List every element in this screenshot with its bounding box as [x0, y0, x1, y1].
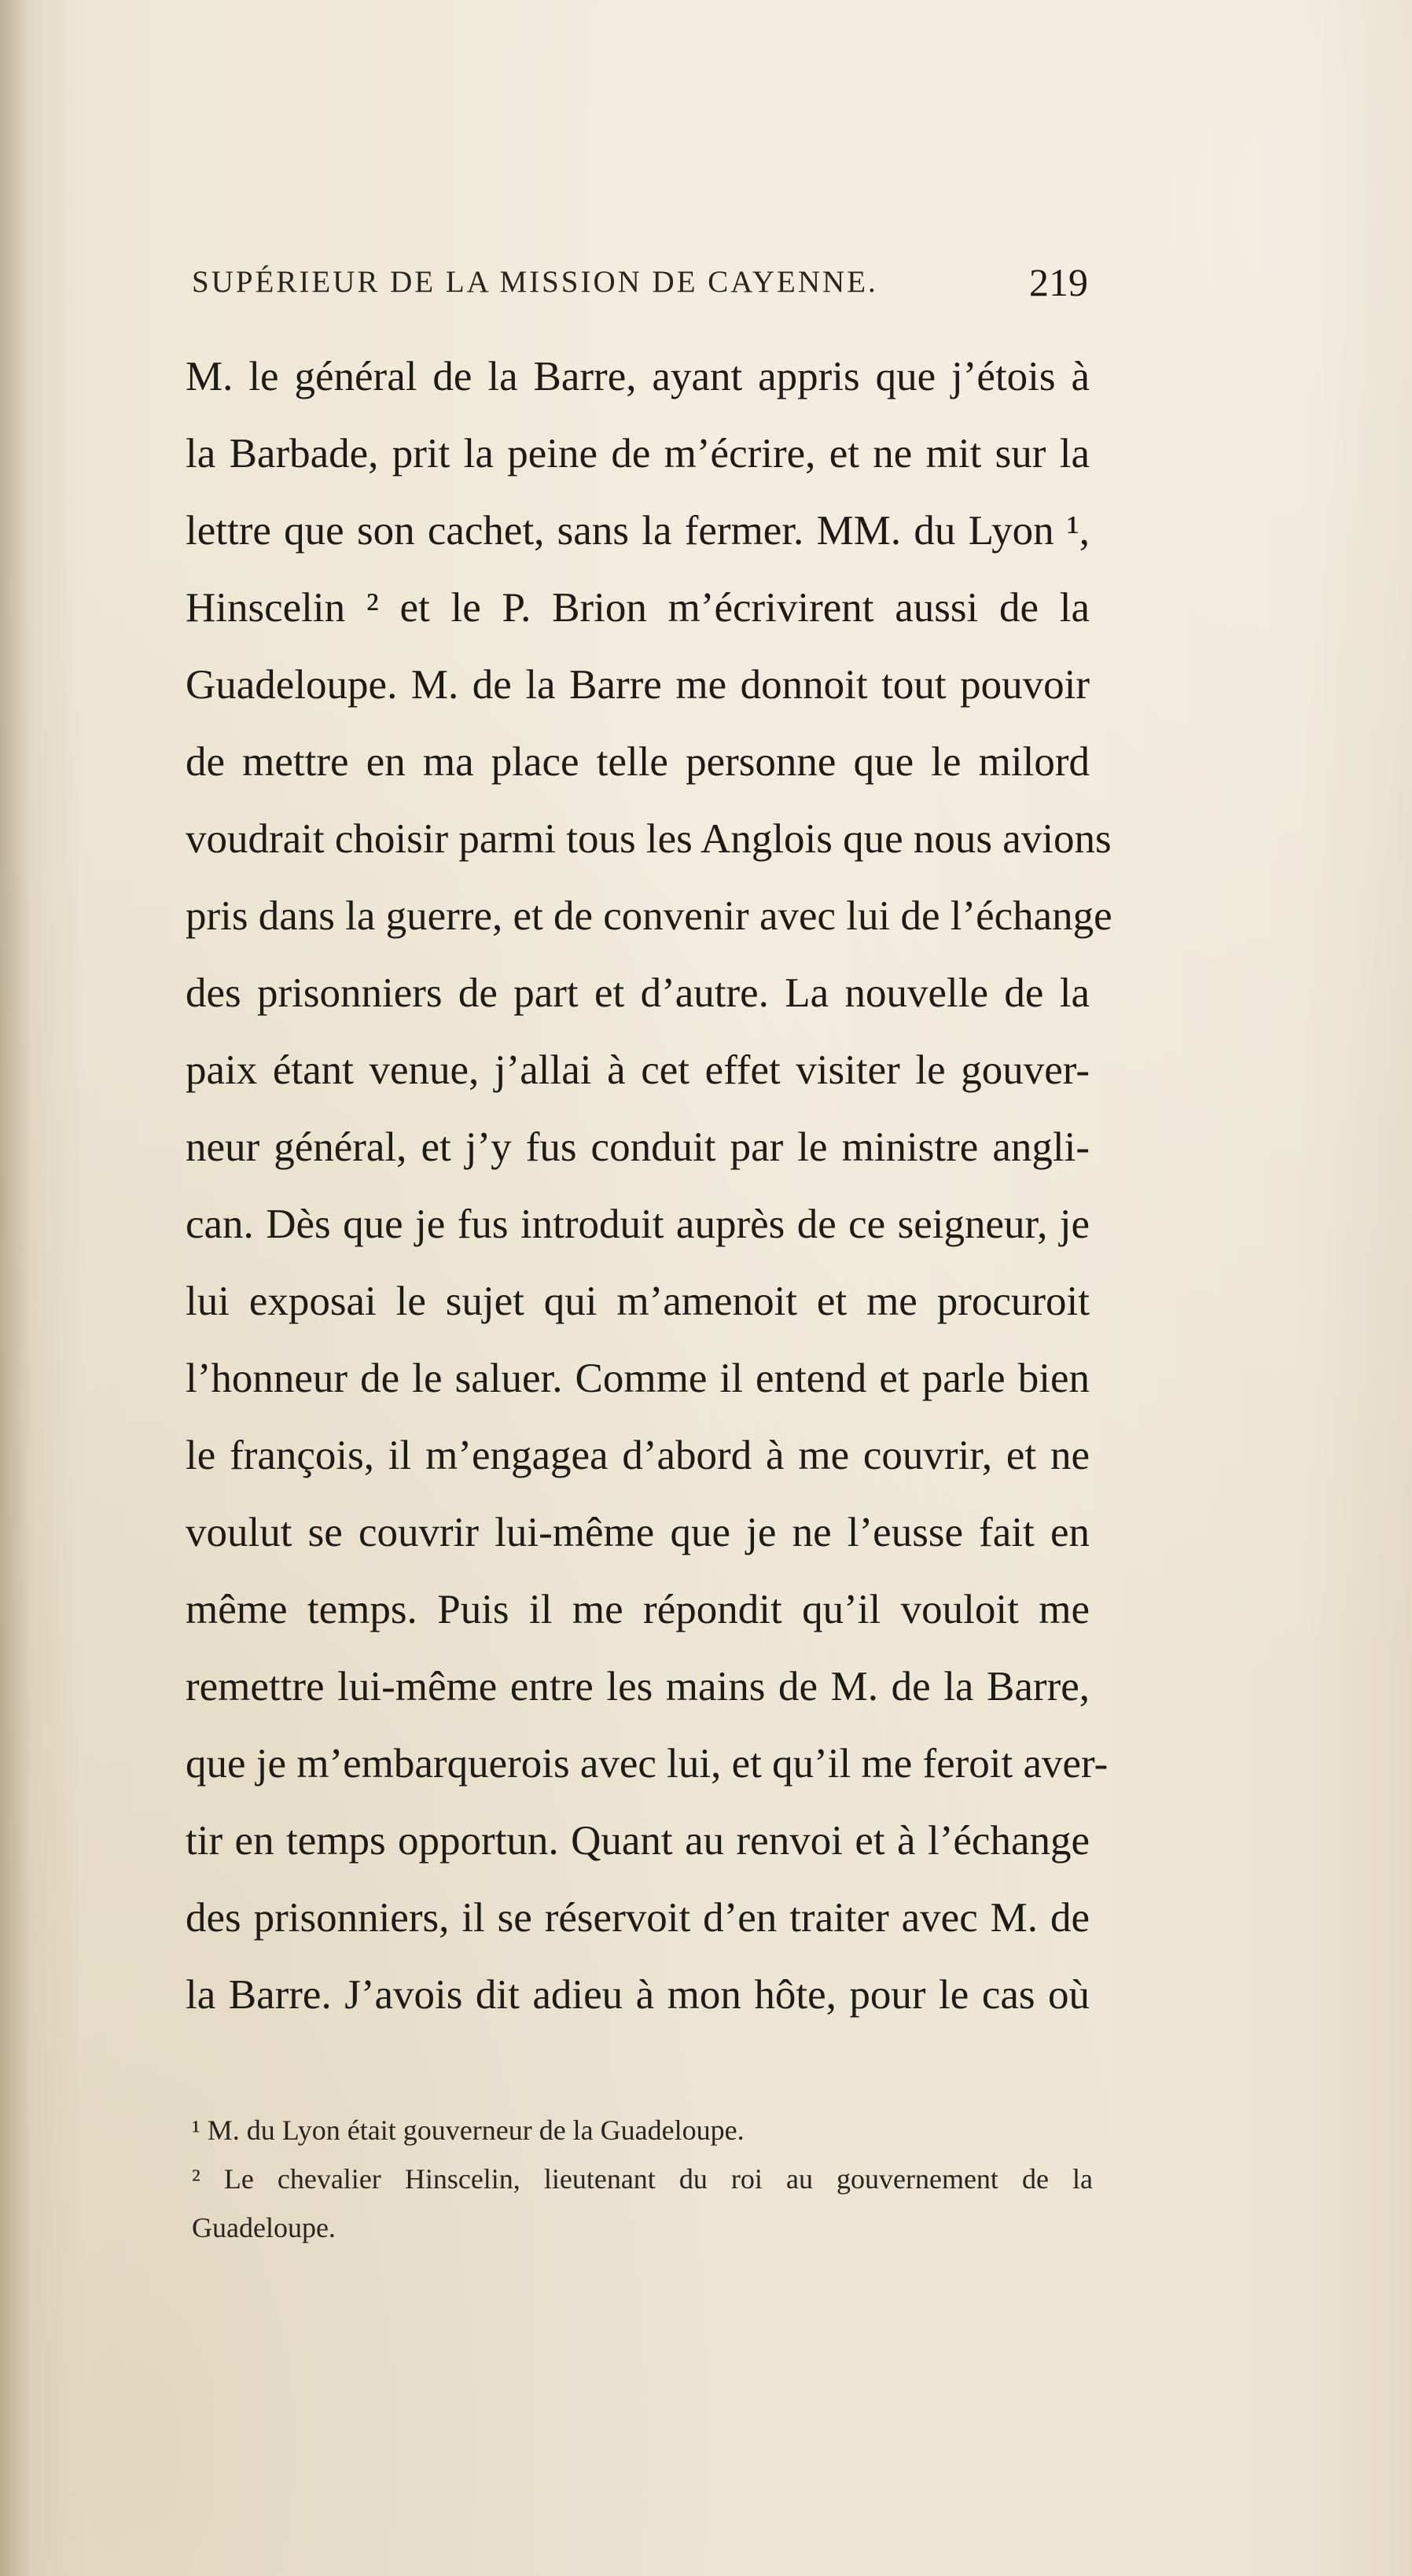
text-line: M. le général de la Barre, ayant appris que j’étois à	[186, 354, 1090, 399]
text-line: l’honneur de le saluer. Comme il entend et parle bien	[186, 1356, 1090, 1401]
text-line: la Barbade, prit la peine de m’écrire, et ne mit sur la	[186, 431, 1090, 477]
text-line: que je m’embarquerois avec lui, et qu’il me feroit aver-	[186, 1741, 1109, 1787]
text-line: Hinscelin ² et le P. Brion m’écrivirent aussi de la	[186, 585, 1090, 631]
text-line: can. Dès que je fus introduit auprès de ce seigneur, je	[186, 1202, 1090, 1247]
page-header	[192, 260, 1096, 311]
text-line: de mettre en ma place telle personne que le milord	[186, 739, 1090, 785]
text-line: des prisonniers, il se réservoit d’en traiter avec M. de	[186, 1895, 1090, 1941]
text-line: le françois, il m’engagea d’abord à me couvrir, et ne	[186, 1433, 1090, 1478]
text-line: neur général, et j’y fus conduit par le ministre angli-	[186, 1124, 1090, 1170]
spine-shadow	[0, 0, 31, 2576]
text-line: la Barre. J’avois dit adieu à mon hôte, pour le cas où	[186, 1972, 1090, 2018]
page-number: 219	[1029, 260, 1088, 304]
text-line: voudrait choisir parmi tous les Anglois que nous avions	[186, 816, 1112, 862]
text-line: tir en temps opportun. Quant au renvoi et à l’échange	[186, 1818, 1090, 1864]
text-line: pris dans la guerre, et de convenir avec lui de l’échange	[186, 893, 1112, 939]
text-line: des prisonniers de part et d’autre. La nouvelle de la	[186, 970, 1090, 1016]
text-line: même temps. Puis il me répondit qu’il vouloit me	[186, 1587, 1090, 1632]
footnote-1: ¹ M. du Lyon était gouverneur de la Guadeloupe.	[192, 2114, 745, 2146]
text-line: lui exposai le sujet qui m’amenoit et me procuroit	[186, 1279, 1090, 1324]
text-line: lettre que son cachet, sans la fermer. MM. du Lyon ¹,	[186, 508, 1090, 554]
footnote-2-line-2: Guadeloupe.	[192, 2212, 336, 2243]
text-line: paix étant venue, j’allai à cet effet visiter le gouver-	[186, 1047, 1090, 1093]
text-line: Guadeloupe. M. de la Barre me donnoit tout pouvoir	[186, 662, 1090, 708]
body-text	[186, 338, 1112, 2033]
text-line: remettre lui-même entre les mains de M. de la Barre,	[186, 1664, 1090, 1709]
running-head: SUPÉRIEUR DE LA MISSION DE CAYENNE.	[192, 265, 878, 299]
text-line: voulut se couvrir lui-même que je ne l’eusse fait en	[186, 1510, 1090, 1555]
footnotes	[192, 2106, 1093, 2252]
footnote-2-line-1: ² Le chevalier Hinscelin, lieutenant du roi au gouvernement de la	[192, 2163, 1093, 2195]
